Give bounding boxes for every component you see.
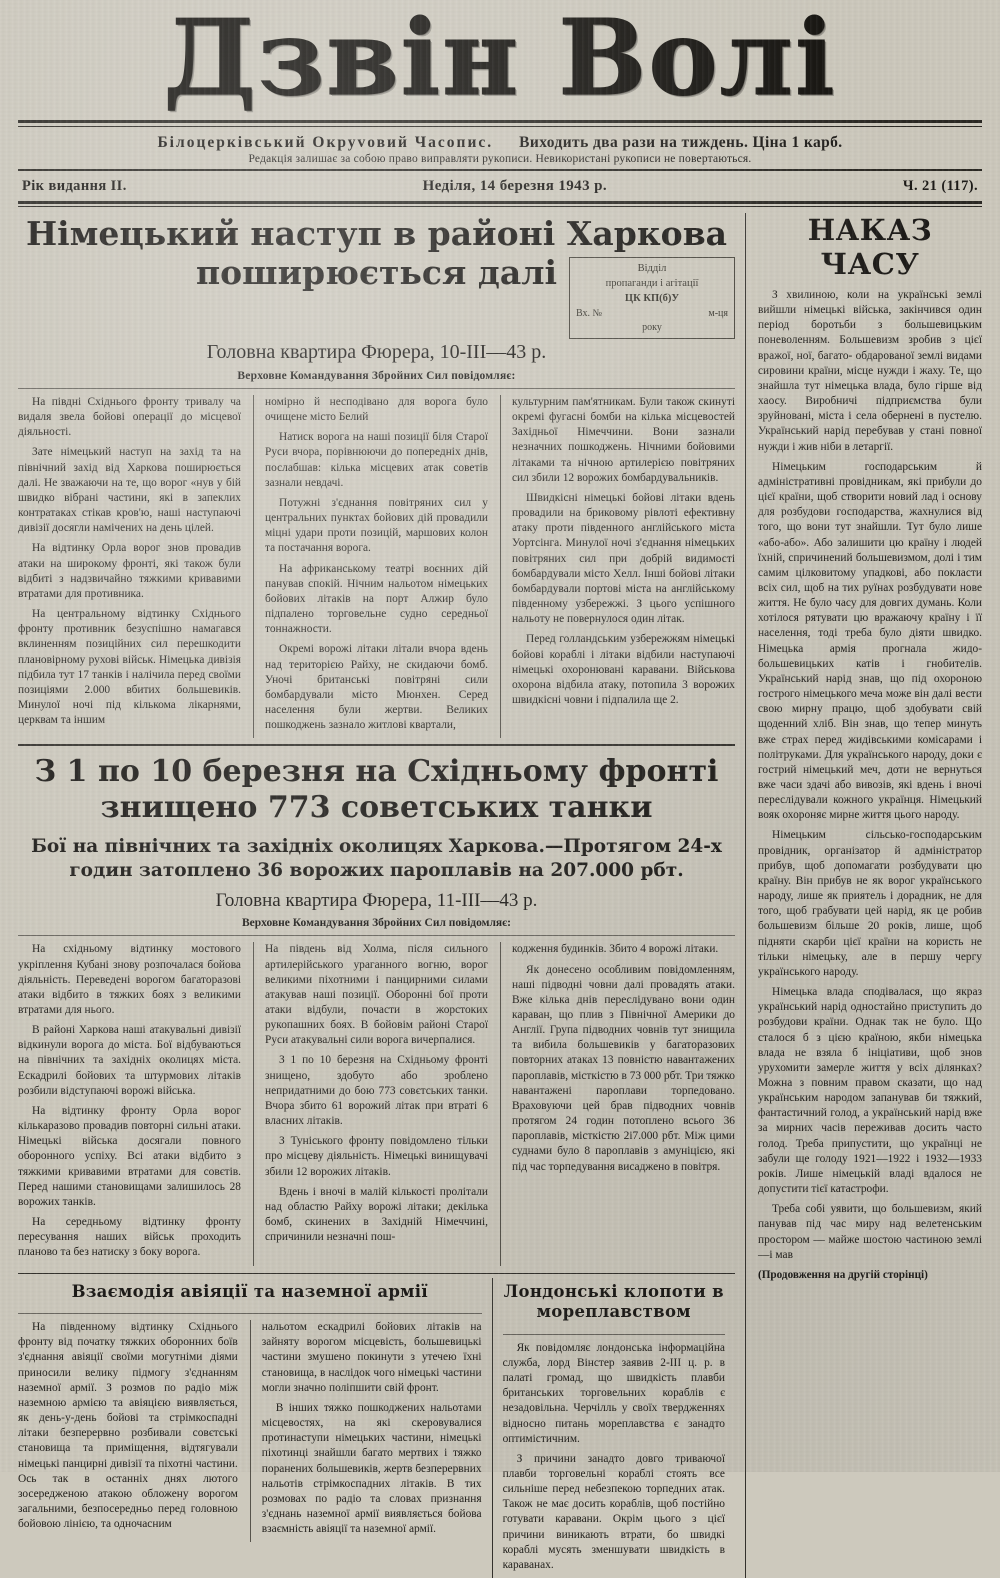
paragraph: На південному відтинку Східнього фронту від початку тяжких оборонних боїв з'єднання авіяції своїми могутніми діями приносили велику підмогу з'єднанням наземної армії. З розмов по радіо між наземною армією та авіяцією виявляється, як день-у-день бойові та стрімкоспадні літаки безперервно розбивали совєтські становища та приміщення, відтягували німецькі панцирні дивізії та піхотні частини. Ось так в останніх днях лютого зосередженою атакою обложену ворогом загальними, безпосередньо перед головною бойовою лінією, та одночасним [18, 1320, 238, 1532]
issue-number: Ч. 21 (117). [903, 178, 978, 195]
editorial-rights-note: Редакція залишає за собою право виправляти рукописи. Невикористані рукописи не повертаються. [18, 153, 982, 169]
lower-section [18, 1278, 735, 1578]
lead-byline: Головна квартира Фюрера, 10-III—43 р. [18, 341, 735, 364]
banner-headline-line1: З 1 по 10 березня на Східньому фронті [18, 754, 735, 790]
paragraph: культурним пам'ятникам. Були також скинуті окремі фугасні бомби на кілька місцевостей Західньої Німеччини. Вони зазнали незначних пошкоджень. Нічними бойовими літаками та нічною артилерією повітряних сил збили 12 ворожих бомбардувальників. [512, 395, 735, 486]
publisher-line: Білоцерківський Окруvовий Часопис. [157, 134, 493, 152]
aviation-divider [18, 1313, 482, 1314]
stamp-line2: пропаганди і агітації [572, 276, 732, 291]
paragraph: Як донесено особливим повідомленням, наші підводні човни далі провадять атаки. Вже кілька днів переслідувано вони один караван, що плив з Північної Америки до Англії. Група підводних човнів тут знищила та вибила большевиків у багаторазових повторних атаках 13 повністю навантажених пароплавів, місткістю в 73 000 рбт. Три тяжко навантажені пароплави торпедовано. Враховуючи цей брав підводних човнів протягом 24 годин потоплено всього 36 пароплавів, місткістю 2і7.000 рбт. Між цими суднами було 8 пароплавів з амуніцією, які під час торпедування висаджено в повітря. [512, 963, 735, 1175]
lead-subbyline: Верховне Командування Збройних Сил повідомляє: [18, 370, 735, 382]
lower-rule [18, 1273, 735, 1274]
lead-columns [18, 395, 735, 738]
banner-article [18, 744, 735, 1265]
paragraph: На центральному відтинку Східнього фронту противник безуспішно намагався вклиненням позиційних сил перешкодити плановірному рухові військ. Німецька дивізія підбила тут 17 танків і налічила перед своїми позиціями 2.000 вбитих большевиків. Минулої ночі під кількома лікарнями, церквам та іншим [18, 607, 241, 728]
stamp-year-label: року [642, 321, 662, 336]
banner-byline: Головна квартира Фюрера, 11-III—43 р. [18, 890, 735, 912]
london-divider [503, 1334, 725, 1335]
paragraph: Зате німецький наступ на захід та на північний захід від Харкова поширюється далі. Не зважаючи на те, що ворог «нув у бій швидко вібрані частини, які в запеклих контратаках стікав кров'ю, наші наступаючі дивізії досягли намічених на день цілей. [18, 445, 241, 536]
paragraph: На південь від Холма, після сильного артилерійського ураганного вогню, ворог великими піхотними і панцирними силами атакував наші позиції. Оборонні бої проти атаки відбули, почасти в жорстоких рукопашних боях. В бойовім районі Старої Руси атакувальні сили ворога вичерпалися. [265, 942, 488, 1048]
paragraph: Перед голландським узбережжям німецькі бойові кораблі і літаки відбили наступаючі німецькі охоронювані каравани. Військова охорона відбила атаку, потопила 3 ворожих швидкісні човни і підпалила ще 2. [512, 632, 735, 708]
banner-col-1 [18, 942, 241, 1265]
archive-stamp [569, 257, 735, 339]
banner-subbyline: Верховне Командування Збройних Сил повідомляє: [18, 917, 735, 929]
masthead-rule [18, 120, 982, 127]
stamp-line1: Відділ [572, 261, 732, 276]
banner-columns [18, 942, 735, 1265]
paragraph: З хвилиною, коли на українські землі вийшли німецькі війська, закінчився один період боротьби з большевицьким поневоленням. Большевизм зробив з цієї вражої, ної, багато- обдарованої землі видами сировини країни, місце нужди і жаху. Те, що знайшла тут німецька влада, було гірше від хаосу. Виробничі підприємства були зруйновані, міста і села обернені в пустелю. Український нарід перебував у стані повної нужди і жив ніби в летаргії. [758, 288, 982, 455]
lead-divider [18, 388, 735, 389]
issue-line [18, 171, 982, 201]
banner-headline [18, 754, 735, 826]
aviation-columns [18, 1320, 482, 1542]
paragraph: На східньому відтинку мостового укріплення Кубані знову розпочалася бойова діяльність. Переведені ворогом багаторазові атаки відбито в тяжких боях з великими втратами для нього. [18, 942, 241, 1018]
stamp-in-label: Вх. № [576, 307, 602, 322]
editorial-column [746, 213, 982, 1578]
paragraph: Потужні з'єднання повітряних сил у центральних пунктах бойових дій провадили міцні удари проти позицій, маршових колон та постачання ворога. [265, 496, 488, 557]
banner-col-3 [500, 942, 735, 1265]
paragraph: З причини занадто довго триваючої плавби торговельні кораблі стоять все сильніше перед небезпекою торпедних атак. Також не має досить кораблів, щоб постійно готувати каравани. Окрім цього з цієї причини виникають втрати, бо швидкі кораблі мусять зменшувати швидкість в караванах. [503, 1452, 725, 1573]
paragraph: На відтинку фронту Орла ворог кількаразово провадив повторні сильні атаки. Німецькі війська досягали повного оборонного успіху. Всі атаки відбито з тяжкими кривавими втратами для совєтів. Перед нашими становищами залишилось 28 ворожих танків. [18, 1104, 241, 1210]
masthead-subhead [18, 127, 982, 153]
paragraph: кодження будинків. Збито 4 ворожі літаки. [512, 942, 735, 957]
masthead [18, 0, 982, 110]
newspaper-title: Дзвін Волі [18, 6, 982, 110]
paragraph: З Туніського фронту повідомлено тільки про місцеву діяльність. Німецькі винищувачі збили 12 ворожих літаків. [265, 1134, 488, 1179]
banner-divider [18, 935, 735, 936]
paragraph: Швидкісні німецькі бойові літаки вдень провадили на бриковому рівлоті ефективну атаку проти південного англійського міста Уортсінга. Минулої ночі з'єднання німецьких повітряних сил при добрій видимості бомбардували місто Хелл. Інші бойові літаки бомбардували портові міста на англійському південному узбережжі. З цього успішного нальоту не повернулося один літак. [512, 491, 735, 627]
paragraph: На середньому відтинку фронту пересування наших військ проходить планово та без натиску з боку ворога. [18, 1215, 241, 1260]
aviation-title: Взаємодія авіяції та наземної армії [18, 1278, 482, 1308]
paragraph: З 1 по 10 березня на Східньому фронті знищено, здобуто або зроблено непридатними до бою 773 совєтських танки. Вчора збито 61 ворожий літак при втраті 6 власних літаків. [265, 1053, 488, 1129]
lead-col-3 [500, 395, 735, 738]
paragraph: На африканському театрі воєнних дій панував спокій. Нічним нальотом німецьких бойових літаків на порт Алжир було підпалено торговельне судно середньої тоннажности. [265, 562, 488, 638]
issue-date: Неділя, 14 березня 1943 р. [423, 178, 607, 195]
paragraph: Німецьким сільсько-господарським провідник, організатор й адміністратор прибув, щоб допомагати розбудувати цю країну. Він прибув не як ворог українського народу, лише як приятель і дорадник, не для того, щоб грабувати цей нарід, як це робив большевизм більше 20 років, лише, щоб підняти скарби цієї країни на користь не тільки німецьку, але в першу чергу українського народу. [758, 828, 982, 980]
banner-sub-line1: Бої на північних та західніх околицях Харкова.—Протягом 24-х [18, 835, 735, 859]
lead-headline-line2: поширюється далі [18, 254, 735, 293]
banner-headline-line2: знищено 773 советських танки [18, 790, 735, 826]
london-article [493, 1278, 735, 1578]
aviation-article [18, 1278, 493, 1578]
paragraph: В інших тяжко пошкоджених нальотами місцевостях, на які скеровувалися протинаступи німецьких частини, німецькі піхотинці знайшли багато мертвих і тяжко поранених большевиків, жертв безперервних нальотів стрімкоспадних літаків. В тих розмовах по радіо та словах признання з'єднань наземної армії виявляється бойова взаємність авіяції та наземної армії. [262, 1401, 482, 1537]
paragraph: Вдень і вночі в малій кількості пролітали над областю Райху ворожі літаки; декілька бомб, скинених в Західній Німеччині, спричинили незначні пош- [265, 1185, 488, 1246]
stamp-line3: ЦК КП(б)У [572, 291, 732, 306]
lead-col-2 [253, 395, 488, 738]
paragraph: номірно й несподівано для ворога було очищене місто Белий [265, 395, 488, 425]
top-section [18, 213, 982, 1578]
paragraph: Німецьким господарським й адміністративні провідникам, які прибули до цієї країни, щоб створити новий лад і основу для розбудови господарства, жахнулися від того, що вони тут знайшли. Тут було лише «або-або». Або залишити цю країну і людей їхній, спричинений большевизмом, долі і тим самим цілковитому упадкові, або покласти всіх сил, щоб на тих руїнах розбудувати нове життя. Не було часу для довгих думань. Коли хотілося рятувати цю вражаючу країну і її населення, тоді треба було діяти швидко. Німецька армія прогнала жидо-большевицьких катів і гнобителів. Український нарід знав, що під охороною гострого німецького меча може він далі вести свою мирну працю, щоб здобувати свій щоденний хліб. Він знав, що тепер минуть вже страх перед жидівськими комісарами і політруками. Для українського народу, доки є гострий німецький меч, доти не вернуться вже часи здачі або вивозів, які вдень і вночі переслідували кожного українця. Німецький вояк охороняє мирне життя цього народу. [758, 460, 982, 824]
editorial-title: НАКАЗ ЧАСУ [758, 213, 982, 281]
paragraph: Як повідомляє лондонська інформаційна служба, лорд Вінстер заявив 2-III ц. р. в палаті громад, що швидкість плавби британських торговельних кораблів є незадовільна. Черчілль у своїх твердженнях відносно питань мореплавства є занадто оптимістичним. [503, 1341, 725, 1447]
paragraph: На відтинку Орла ворог знов провадив атаки на широкому фронті, які також були відбиті з надзвичайно тяжкими кривавими втратами для противника. [18, 541, 241, 602]
paragraph: Треба собі уявити, що большевизм, який панував під час миру над велетенським простором — майже шостою частиною землі—і мав [758, 1202, 982, 1263]
lead-headline-line1: Німецький наступ в районі Харкова [26, 214, 727, 253]
paragraph: Окремі ворожі літаки літали вчора вдень над територією Райху, не скидаючи бомб. Уночі британські повітряні сили бомбардували місто Мюнхен. Серед населення були жертви. Великих пошкоджень зазнало житлові квартали, [265, 642, 488, 733]
london-title-line2: мореплавством [503, 1302, 725, 1323]
aviation-col-2 [250, 1320, 482, 1542]
aviation-col-1 [18, 1320, 238, 1542]
paragraph: В районі Харкова наші атакувальні дивізії відкинули ворога до міста. Бої відбуваються на північних та західніх околицях міста. Ескадрилі бойових та штурмових літаків розбили відступаючі ворожі війська. [18, 1023, 241, 1099]
stamp-in-value: м-ця [708, 307, 728, 322]
frequency-price-line: Виходить два рази на тиждень. Ціна 1 карб. [519, 134, 842, 152]
continued-note: (Продовження на другій сторінці) [758, 1269, 982, 1281]
banner-subheadline [18, 835, 735, 883]
london-title-line1: Лондонські клопоти в [503, 1282, 725, 1303]
issue-rule [18, 201, 982, 207]
banner-sub-line2: годин затоплено 36 ворожих пароплавів на 207.000 рбт. [18, 859, 735, 883]
paragraph: Німецька влада сподівалася, що якраз український нарід одностайно приступить до розбудови країни. Однак так не було. Що сталося б з цією країною, якби німецька влада не взяла б ініціативи, щоб знов урухомити замерле життя у всіх ділянках? Можна з повним правом сказати, що над українським народом запанував би тяжкий, фантастичний голод, а український нарід вже за мирних часів переживав досить часто голод. Треба припустити, що українці не забули ще голоду 1921—1922 і 1932—1933 років. Лише німецькій владі вдалося не допустити тієї катастрофи. [758, 985, 982, 1197]
issue-year: Рік видання II. [22, 178, 127, 195]
london-title [503, 1278, 725, 1328]
lead-headline-area [18, 215, 735, 333]
lead-article [18, 213, 746, 1578]
paragraph: Натиск ворога на наші позиції біля Старої Руси вчора, порівнюючи до попередніх днів, послабшав: кілька місцевих атак советів зазнали невдачі. [265, 430, 488, 491]
lead-col-1 [18, 395, 241, 738]
paragraph: нальотом ескадрилі бойових літаків на зайняту ворогом місцевість, большевицькі частини змушено покинути з утечею їхні становища, в наслідок чого німецькі частини могли значно поліпшити свій фронт. [262, 1320, 482, 1396]
paragraph: На півдні Східнього фронту тривалу ча видаля звела бойові операції до місцевої діяльності. [18, 395, 241, 440]
banner-col-2 [253, 942, 488, 1265]
